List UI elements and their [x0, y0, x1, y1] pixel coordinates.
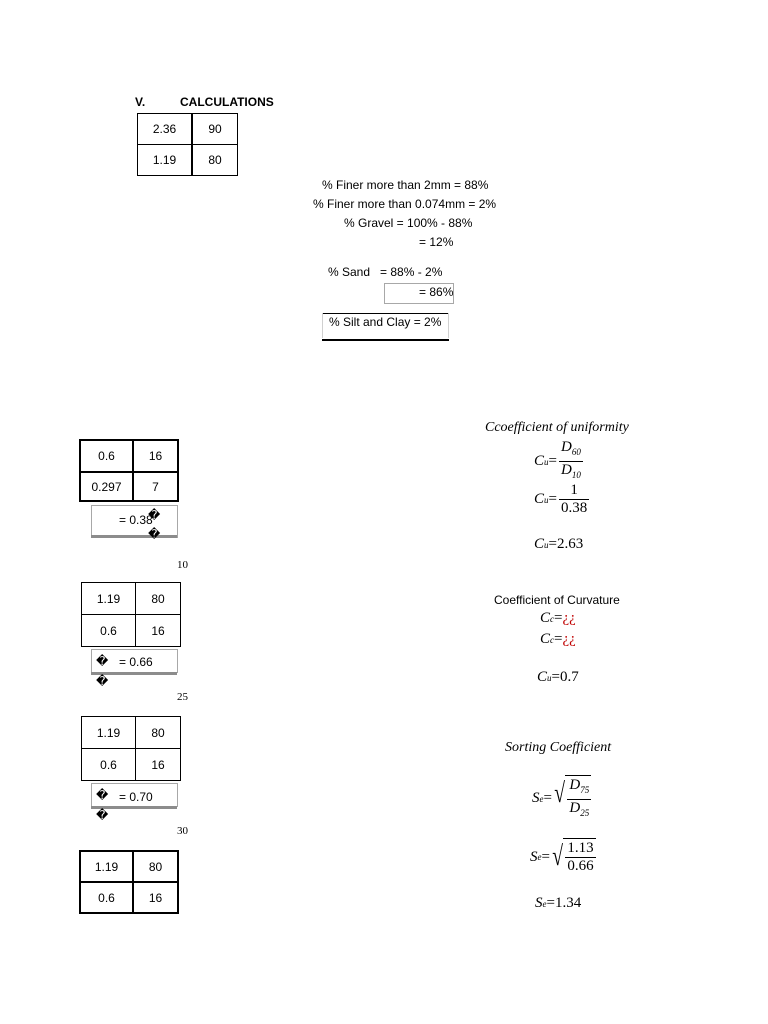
- replacement-char: �: [96, 788, 109, 802]
- table-cell: 0.6: [80, 882, 133, 913]
- numerator: 1.13: [567, 840, 594, 856]
- equals: =: [541, 848, 550, 865]
- numerator: 1: [570, 482, 578, 498]
- uniformity-substitution: [534, 482, 589, 517]
- result-value: =0.7: [551, 669, 579, 685]
- replacement-char: �: [96, 674, 109, 688]
- error-glyph: ¿¿: [562, 610, 576, 626]
- section-title: CALCULATIONS: [180, 95, 274, 109]
- symbol: C: [537, 669, 548, 685]
- uniformity-result: [534, 536, 583, 553]
- finer-0074mm-line: % Finer more than 0.074mm = 2%: [313, 197, 497, 211]
- subscript: u: [547, 672, 552, 683]
- table-cell: 1.19: [82, 583, 136, 615]
- symbol: D: [560, 439, 572, 455]
- table-cell: 16: [133, 440, 178, 472]
- subscript: 10: [571, 470, 581, 480]
- section-number: V.: [135, 95, 146, 109]
- sorting-result: [535, 895, 581, 912]
- equals: =: [548, 491, 557, 507]
- silt-clay-line: % Silt and Clay = 2%: [329, 315, 442, 329]
- uniformity-title: Ccoefficient of uniformity: [485, 420, 629, 435]
- table-cell: 0.297: [80, 472, 133, 501]
- table-cell: 1.19: [82, 717, 136, 749]
- d10-label: 10: [177, 559, 188, 571]
- symbol: C: [534, 453, 545, 469]
- subscript: u: [544, 456, 549, 467]
- table-cell: 0.6: [82, 749, 136, 781]
- result-value: =1.34: [546, 895, 582, 911]
- divider: [91, 535, 177, 538]
- d25-table: [81, 582, 181, 647]
- d25-result: = 0.66: [119, 655, 153, 669]
- equals: =: [554, 610, 563, 626]
- square-root: √ $\frac{1.13}{0.66}$: [552, 840, 594, 874]
- subscript: u: [544, 539, 549, 550]
- curvature-result: [537, 669, 579, 686]
- symbol: C: [540, 610, 551, 626]
- subscript: u: [544, 494, 549, 505]
- table-cell: 90: [192, 114, 238, 145]
- symbol: S: [532, 790, 540, 806]
- divider: [322, 313, 449, 314]
- sand-expression: = 88% - 2%: [380, 265, 443, 279]
- fraction: [559, 482, 589, 517]
- symbol: C: [534, 491, 545, 507]
- subscript: e: [542, 898, 547, 909]
- symbol: D: [569, 777, 581, 793]
- d30-label: 30: [177, 825, 188, 837]
- subscript: e: [537, 852, 542, 862]
- subscript: e: [539, 793, 544, 804]
- table-cell: 1.19: [80, 851, 133, 882]
- replacement-char: �: [148, 527, 161, 541]
- table-cell: 16: [136, 749, 181, 781]
- curvature-title: Coefficient of Curvature: [494, 593, 620, 607]
- equals: =: [554, 631, 563, 647]
- denominator: 0.66: [567, 858, 594, 874]
- sorting-substitution: [530, 838, 596, 876]
- symbol: S: [535, 895, 543, 911]
- d10-result: = 0.38: [119, 513, 153, 527]
- fraction: [567, 777, 591, 822]
- divider: [448, 313, 449, 338]
- divider: [322, 313, 323, 338]
- table-cell: 80: [136, 717, 181, 749]
- equals: =: [548, 453, 557, 469]
- d10-table: [79, 439, 179, 502]
- table-cell: 80: [192, 145, 238, 176]
- result-value: =2.63: [548, 536, 584, 552]
- gravel-line: % Gravel = 100% - 88%: [344, 216, 473, 230]
- d30-result: = 0.70: [119, 790, 153, 804]
- table-cell: 16: [136, 615, 181, 647]
- sand-result: = 86%: [419, 285, 454, 299]
- table-cell: 1.19: [138, 145, 193, 176]
- subscript: c: [550, 634, 555, 645]
- replacement-char: �: [96, 654, 109, 668]
- gravel-result: = 12%: [419, 235, 454, 249]
- table-cell: 0.6: [82, 615, 136, 647]
- sorting-formula: [532, 775, 591, 822]
- d30-table: [81, 716, 181, 781]
- curvature-formula: [540, 610, 576, 627]
- subscript: 25: [580, 808, 590, 818]
- table-cell: 16: [133, 882, 178, 913]
- d25-label: 25: [177, 691, 188, 703]
- subscript: 75: [580, 785, 590, 795]
- error-glyph: ¿¿: [562, 631, 576, 647]
- subscript: c: [550, 613, 555, 624]
- fraction: [565, 840, 595, 875]
- equals: =: [543, 790, 552, 806]
- table-cell: 7: [133, 472, 178, 501]
- table-cell: 0.6: [80, 440, 133, 472]
- curvature-substitution: [540, 631, 576, 648]
- replacement-char: �: [148, 508, 161, 522]
- table-cell: 2.36: [138, 114, 193, 145]
- symbol: S: [530, 848, 538, 865]
- bottom-table: [79, 850, 179, 914]
- symbol: C: [534, 536, 545, 552]
- top-sieve-table: [137, 113, 238, 176]
- table-cell: 80: [133, 851, 178, 882]
- table-cell: 80: [136, 583, 181, 615]
- sorting-title: Sorting Coefficient: [505, 740, 612, 755]
- divider: [322, 339, 449, 341]
- finer-2mm-line: % Finer more than 2mm = 88%: [322, 178, 489, 192]
- symbol: C: [540, 631, 551, 647]
- uniformity-formula: [534, 439, 583, 484]
- denominator: 0.38: [560, 500, 588, 516]
- symbol: D: [569, 800, 581, 816]
- replacement-char: �: [96, 808, 109, 822]
- subscript: 60: [571, 447, 581, 457]
- fraction: [559, 439, 583, 484]
- square-root: √ $\frac{D_{75}}{D_{25}}$: [552, 775, 591, 822]
- symbol: D: [560, 462, 572, 478]
- sand-label: % Sand: [328, 265, 371, 279]
